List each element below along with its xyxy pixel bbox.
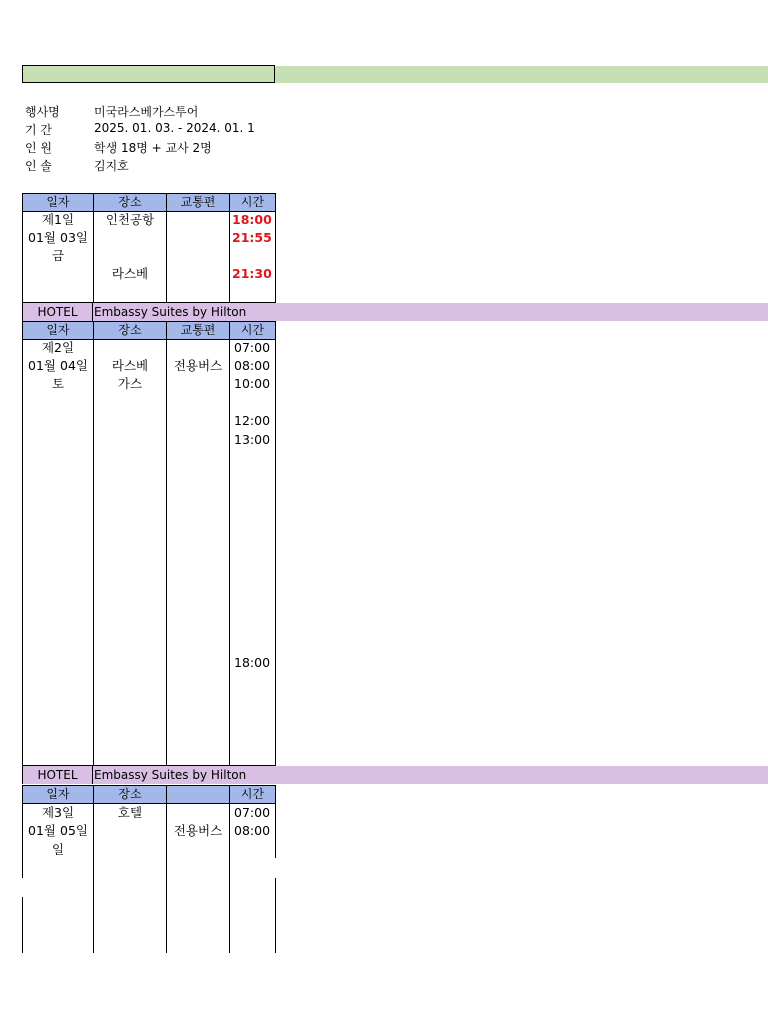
day3-place-1: 호텔 [117,805,143,820]
day1-place-1: 인천공항 [105,212,155,227]
title-bar-extension [275,66,768,83]
day2-place-1: 라스베 [111,358,149,373]
day2-time-4: 12:00 [234,413,271,428]
info-value-people: 학생 18명 + 교사 2명 [94,141,212,155]
day3-date: 01월 05일 [28,823,88,838]
header-time: 시간 [229,321,276,340]
day1-day: 제1일 [41,212,75,227]
header-date: 일자 [22,785,94,804]
day2-date-cell [22,339,94,766]
title-bar [22,65,275,83]
header-time: 시간 [229,193,276,212]
info-label-period: 기 간 [25,123,52,137]
day1-time-3: 21:30 [232,266,272,281]
header-place: 장소 [93,321,167,340]
info-label-people: 인 원 [25,141,52,155]
day2-place-cell [93,339,167,766]
day3-transport: 전용버스 [173,823,223,838]
info-value-event: 미국라스베가스투어 [94,105,199,119]
day2-day: 제2일 [41,340,75,355]
day1-place-2: 라스베 [111,266,149,281]
day2-transport: 전용버스 [173,358,223,373]
day2-time-2: 08:00 [234,358,271,373]
info-value-leader: 김지호 [94,159,129,173]
day3-weekday: 일 [51,842,65,857]
day2-weekday: 토 [51,376,65,391]
grid-line [275,803,276,858]
header-time: 시간 [229,785,276,804]
grid-line [275,878,276,953]
day2-time-5: 13:00 [234,432,271,447]
header-date: 일자 [22,321,94,340]
info-label-leader: 인 솔 [25,159,52,173]
header-transport: 교통편 [166,321,230,340]
day3-time-1: 07:00 [234,805,271,820]
header-transport-empty [166,785,230,804]
header-date: 일자 [22,193,94,212]
hotel-name-1: Embassy Suites by Hilton [94,305,247,319]
day1-transport-cell [166,211,230,303]
day1-date: 01월 03일 [28,230,88,245]
info-label-event: 행사명 [25,105,60,119]
day2-transport-cell [166,339,230,766]
day2-place-2: 가스 [117,376,143,391]
day2-date: 01월 04일 [28,358,88,373]
day3-time-2: 08:00 [234,823,271,838]
day2-time-3: 10:00 [234,376,271,391]
day1-time-1: 18:00 [232,212,272,227]
day3-day: 제3일 [41,805,75,820]
info-value-period: 2025. 01. 03. - 2024. 01. 1 [94,121,255,135]
hotel-label-1: HOTEL [22,303,93,321]
grid-line [22,897,23,953]
header-place: 장소 [93,193,167,212]
hotel-label-2: HOTEL [22,766,93,784]
hotel-name-2: Embassy Suites by Hilton [94,768,247,782]
day2-time-cell [229,339,276,766]
day2-time-1: 07:00 [234,340,271,355]
day1-time-2: 21:55 [232,230,272,245]
day2-time-6: 18:00 [234,655,271,670]
day1-weekday: 금 [51,248,65,263]
header-transport: 교통편 [166,193,230,212]
header-place: 장소 [93,785,167,804]
